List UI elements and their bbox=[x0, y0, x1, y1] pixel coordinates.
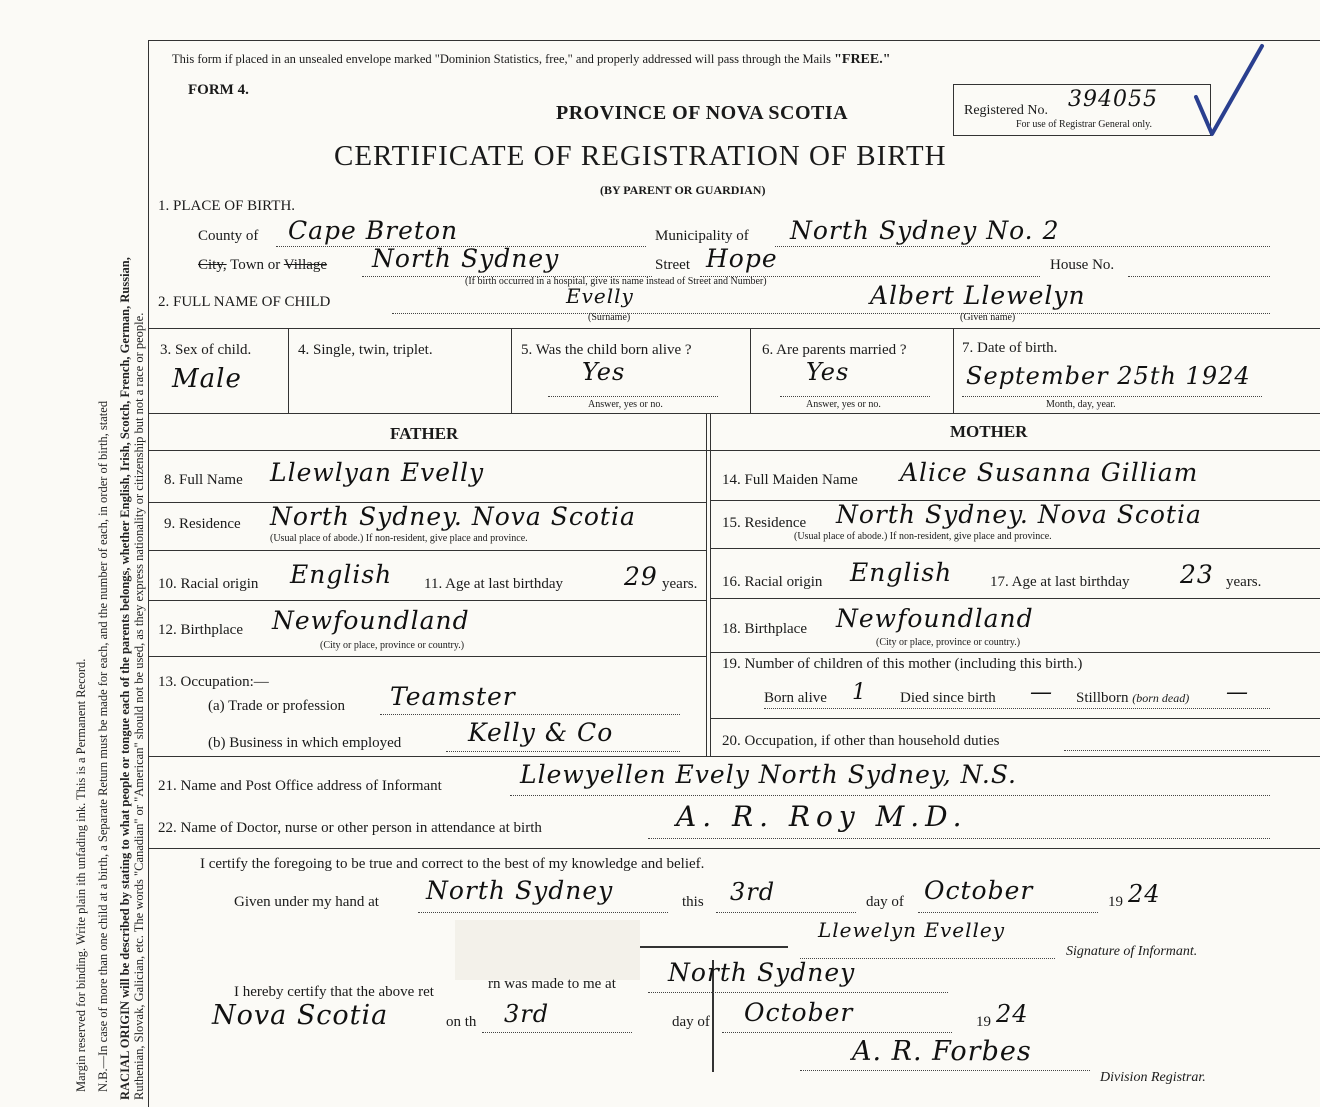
mother-race-value: English bbox=[850, 558, 953, 587]
mother-name-value: Alice Susanna Gilliam bbox=[900, 458, 1199, 487]
margin-note-racial-origin: RACIAL ORIGIN will be described by stating to what people or tongue each of the parents belongs, whether English, Irish, Scotch, French, German, Russian, bbox=[118, 257, 132, 1100]
informant-value: Llewyellen Evely North Sydney, N.S. bbox=[520, 760, 1017, 789]
date-of-birth-label: 7. Date of birth. bbox=[962, 340, 1058, 356]
died-since-birth-value: — bbox=[1030, 680, 1053, 705]
margin-note-racial-examples: Ruthenian, Slovak, Galician, etc. The words "Canadian" or "American" should not be used, as they express nationality or citizenship but not a race or people. bbox=[132, 312, 146, 1100]
registered-number: 394055 bbox=[1068, 87, 1158, 112]
registered-label: Registered No. bbox=[964, 103, 1048, 118]
mail-note: This form if placed in an unsealed envelope marked "Dominion Statistics, free," and properly addressed will pass through the Mails "FREE." bbox=[172, 52, 891, 67]
date-of-birth-caption: Month, day, year. bbox=[1046, 399, 1116, 410]
plurality-label: 4. Single, twin, triplet. bbox=[298, 342, 433, 358]
given-name-caption: (Given name) bbox=[960, 312, 1016, 323]
form-left-border bbox=[148, 40, 149, 1107]
informant-signature: Llewelyn Evelley bbox=[818, 918, 1006, 942]
registered-box bbox=[953, 84, 1211, 136]
on-the-label: on th bbox=[446, 1014, 477, 1030]
province-heading: PROVINCE OF NOVA SCOTIA bbox=[556, 102, 849, 124]
form-number: FORM 4. bbox=[188, 82, 249, 98]
street-value: Hope bbox=[706, 244, 778, 273]
born-alive-label: 5. Was the child born alive ? bbox=[521, 342, 692, 358]
house-number-label: House No. bbox=[1050, 257, 1115, 273]
date-of-birth-value: September 25th 1924 bbox=[966, 362, 1251, 390]
form-top-border bbox=[148, 40, 1320, 41]
mother-age-value: 23 bbox=[1180, 560, 1214, 589]
given-place-value: North Sydney bbox=[426, 876, 614, 905]
child-given-name-value: Albert Llewelyn bbox=[870, 281, 1086, 310]
registrar-signature: A. R. Forbes bbox=[852, 1036, 1032, 1067]
registrar-note: For use of Registrar General only. bbox=[1016, 119, 1152, 130]
father-race-value: English bbox=[290, 560, 393, 589]
father-residence-label: 9. Residence bbox=[164, 516, 241, 532]
town-value: North Sydney bbox=[372, 244, 560, 273]
mother-race-label: 16. Racial origin bbox=[722, 574, 823, 590]
child-surname-value: Evelly bbox=[566, 284, 634, 308]
mother-residence-caption: (Usual place of abode.) If non-resident, give place and province. bbox=[794, 531, 1052, 542]
surname-caption: (Surname) bbox=[588, 312, 631, 323]
informant-signature-caption: Signature of Informant. bbox=[1066, 944, 1198, 959]
sex-value: Male bbox=[172, 364, 242, 394]
street-label: Street bbox=[655, 257, 690, 273]
margin-note-multiple-births: N.B.—In case of more than one child at a birth, a Separate Return must be made for each, and the number of each, in order of birth, stated bbox=[96, 400, 110, 1092]
mother-age-label: 17. Age at last birthday bbox=[990, 574, 1130, 590]
given-year-value: 24 bbox=[1128, 880, 1161, 908]
registrar-day-of-label: day of bbox=[672, 1014, 710, 1030]
father-residence-caption: (Usual place of abode.) If non-resident, give place and province. bbox=[270, 533, 528, 544]
father-birthplace-caption: (City or place, province or country.) bbox=[320, 640, 465, 651]
mother-name-label: 14. Full Maiden Name bbox=[722, 472, 858, 488]
page-title: CERTIFICATE OF REGISTRATION OF BIRTH bbox=[334, 140, 947, 172]
father-name-label: 8. Full Name bbox=[164, 472, 243, 488]
father-trade-value: Teamster bbox=[390, 682, 516, 711]
registrar-day-value: 3rd bbox=[504, 1000, 550, 1028]
mother-residence-label: 15. Residence bbox=[722, 515, 807, 531]
born-alive-caption: Answer, yes or no. bbox=[588, 399, 663, 410]
page-subtitle: (BY PARENT OR GUARDIAN) bbox=[600, 183, 766, 197]
margin-note-binding: Margin reserved for binding. Write plain ith unfading ink. This is a Permanent Record. bbox=[74, 658, 88, 1092]
sex-label: 3. Sex of child. bbox=[160, 342, 252, 358]
child-name-label: 2. FULL NAME OF CHILD bbox=[158, 294, 331, 310]
given-month-value: October bbox=[924, 876, 1034, 905]
hospital-note: (If birth occurred in a hospital, give its name instead of Street and Number) bbox=[465, 276, 767, 287]
born-alive-count-label: Born alive bbox=[764, 690, 827, 706]
municipality-label: Municipality of bbox=[655, 228, 749, 244]
year-prefix: 19 bbox=[1108, 894, 1123, 910]
parents-married-value: Yes bbox=[806, 358, 850, 386]
registrar-caption: Division Registrar. bbox=[1100, 1070, 1206, 1085]
registrar-statement-2: rn was made to me at bbox=[488, 976, 616, 992]
registrar-place-value: North Sydney bbox=[668, 958, 856, 987]
father-age-value: 29 bbox=[624, 562, 658, 591]
informant-label: 21. Name and Post Office address of Informant bbox=[158, 778, 442, 794]
place-heading: 1. PLACE OF BIRTH. bbox=[158, 198, 296, 214]
parents-married-label: 6. Are parents married ? bbox=[762, 342, 907, 358]
county-label: County of bbox=[198, 228, 259, 244]
died-since-birth-label: Died since birth bbox=[900, 690, 996, 706]
father-age-label: 11. Age at last birthday bbox=[424, 576, 563, 592]
this-label: this bbox=[682, 894, 704, 910]
father-trade-label: (a) Trade or profession bbox=[208, 698, 346, 714]
mother-children-label: 19. Number of children of this mother (including this birth.) bbox=[722, 656, 1083, 672]
doctor-value: A. R. Roy M.D. bbox=[676, 800, 968, 833]
mother-years: years. bbox=[1226, 574, 1262, 590]
born-alive-count-value: 1 bbox=[852, 680, 867, 705]
born-alive-value: Yes bbox=[582, 358, 626, 386]
father-residence-value: North Sydney. Nova Scotia bbox=[270, 502, 636, 531]
mother-heading: MOTHER bbox=[950, 422, 1028, 441]
stillborn-value: — bbox=[1226, 680, 1249, 705]
mother-occupation-label: 20. Occupation, if other than household duties bbox=[722, 733, 1000, 749]
registrar-statement: I hereby certify that the above ret bbox=[234, 984, 434, 1000]
registrar-province-value: Nova Scotia bbox=[212, 1000, 389, 1031]
mother-birthplace-label: 18. Birthplace bbox=[722, 621, 807, 637]
registrar-month-value: October bbox=[744, 998, 854, 1027]
father-birthplace-label: 12. Birthplace bbox=[158, 622, 243, 638]
town-label: City, Town or Village bbox=[198, 257, 328, 273]
doctor-label: 22. Name of Doctor, nurse or other person in attendance at birth bbox=[158, 820, 542, 836]
registrar-year-value: 24 bbox=[996, 1000, 1029, 1028]
given-day-value: 3rd bbox=[730, 878, 776, 906]
father-business-value: Kelly & Co bbox=[468, 718, 614, 747]
certify-statement: I certify the foregoing to be true and correct to the best of my knowledge and belief. bbox=[200, 856, 705, 872]
father-heading: FATHER bbox=[390, 424, 459, 443]
parents-married-caption: Answer, yes or no. bbox=[806, 399, 881, 410]
mother-residence-value: North Sydney. Nova Scotia bbox=[836, 500, 1202, 529]
father-occupation-label: 13. Occupation:— bbox=[158, 674, 269, 690]
stillborn-label: Stillborn (born dead) bbox=[1076, 690, 1190, 706]
father-name-value: Llewlyan Evelly bbox=[270, 458, 485, 487]
county-value: Cape Breton bbox=[288, 216, 459, 245]
given-under-hand-label: Given under my hand at bbox=[234, 894, 379, 910]
father-race-label: 10. Racial origin bbox=[158, 576, 259, 592]
father-birthplace-value: Newfoundland bbox=[272, 606, 470, 635]
mother-birthplace-caption: (City or place, province or country.) bbox=[876, 637, 1021, 648]
father-years: years. bbox=[662, 576, 698, 592]
day-of-label: day of bbox=[866, 894, 904, 910]
municipality-value: North Sydney No. 2 bbox=[790, 216, 1060, 245]
registrar-year-prefix: 19 bbox=[976, 1014, 991, 1030]
mother-birthplace-value: Newfoundland bbox=[836, 604, 1034, 633]
checkmark-icon bbox=[1190, 42, 1270, 152]
father-business-label: (b) Business in which employed bbox=[208, 735, 402, 751]
